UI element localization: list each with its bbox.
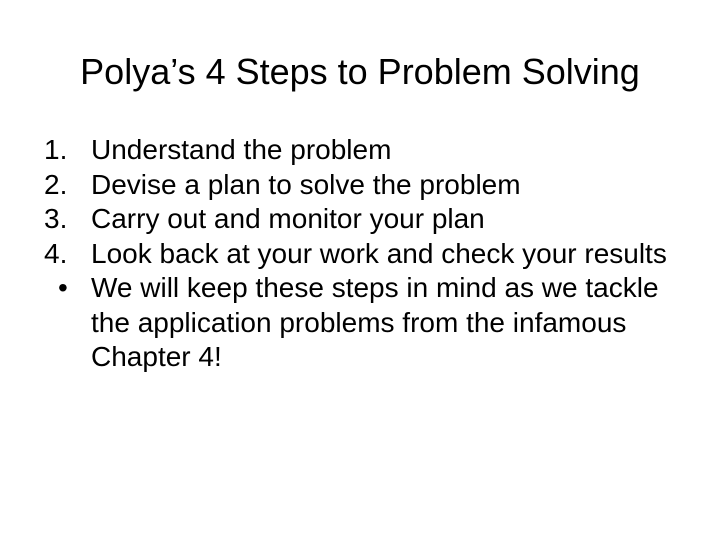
step-item-4 <box>44 237 684 272</box>
step-item-2 <box>44 168 684 203</box>
step-item-1 <box>44 133 684 168</box>
note-item <box>44 271 684 375</box>
step-text: Understand the problem <box>91 134 392 165</box>
step-number: 3. <box>44 203 68 234</box>
step-text: Carry out and monitor your plan <box>91 203 485 234</box>
step-number: 4. <box>44 237 68 269</box>
note-text: We will keep these steps in mind as we tackle the application problems from the infamous Chapter 4! <box>91 272 659 372</box>
slide-title: Polya’s 4 Steps to Problem Solving <box>80 51 640 92</box>
step-number: 2. <box>44 168 68 200</box>
bullet-icon: • <box>58 272 68 303</box>
step-item-3 <box>44 202 684 237</box>
step-number: 1. <box>44 134 68 165</box>
step-text: Devise a plan to solve the problem <box>91 168 521 200</box>
steps-list <box>44 133 684 375</box>
step-text: Look back at your work and check your results <box>91 237 667 269</box>
